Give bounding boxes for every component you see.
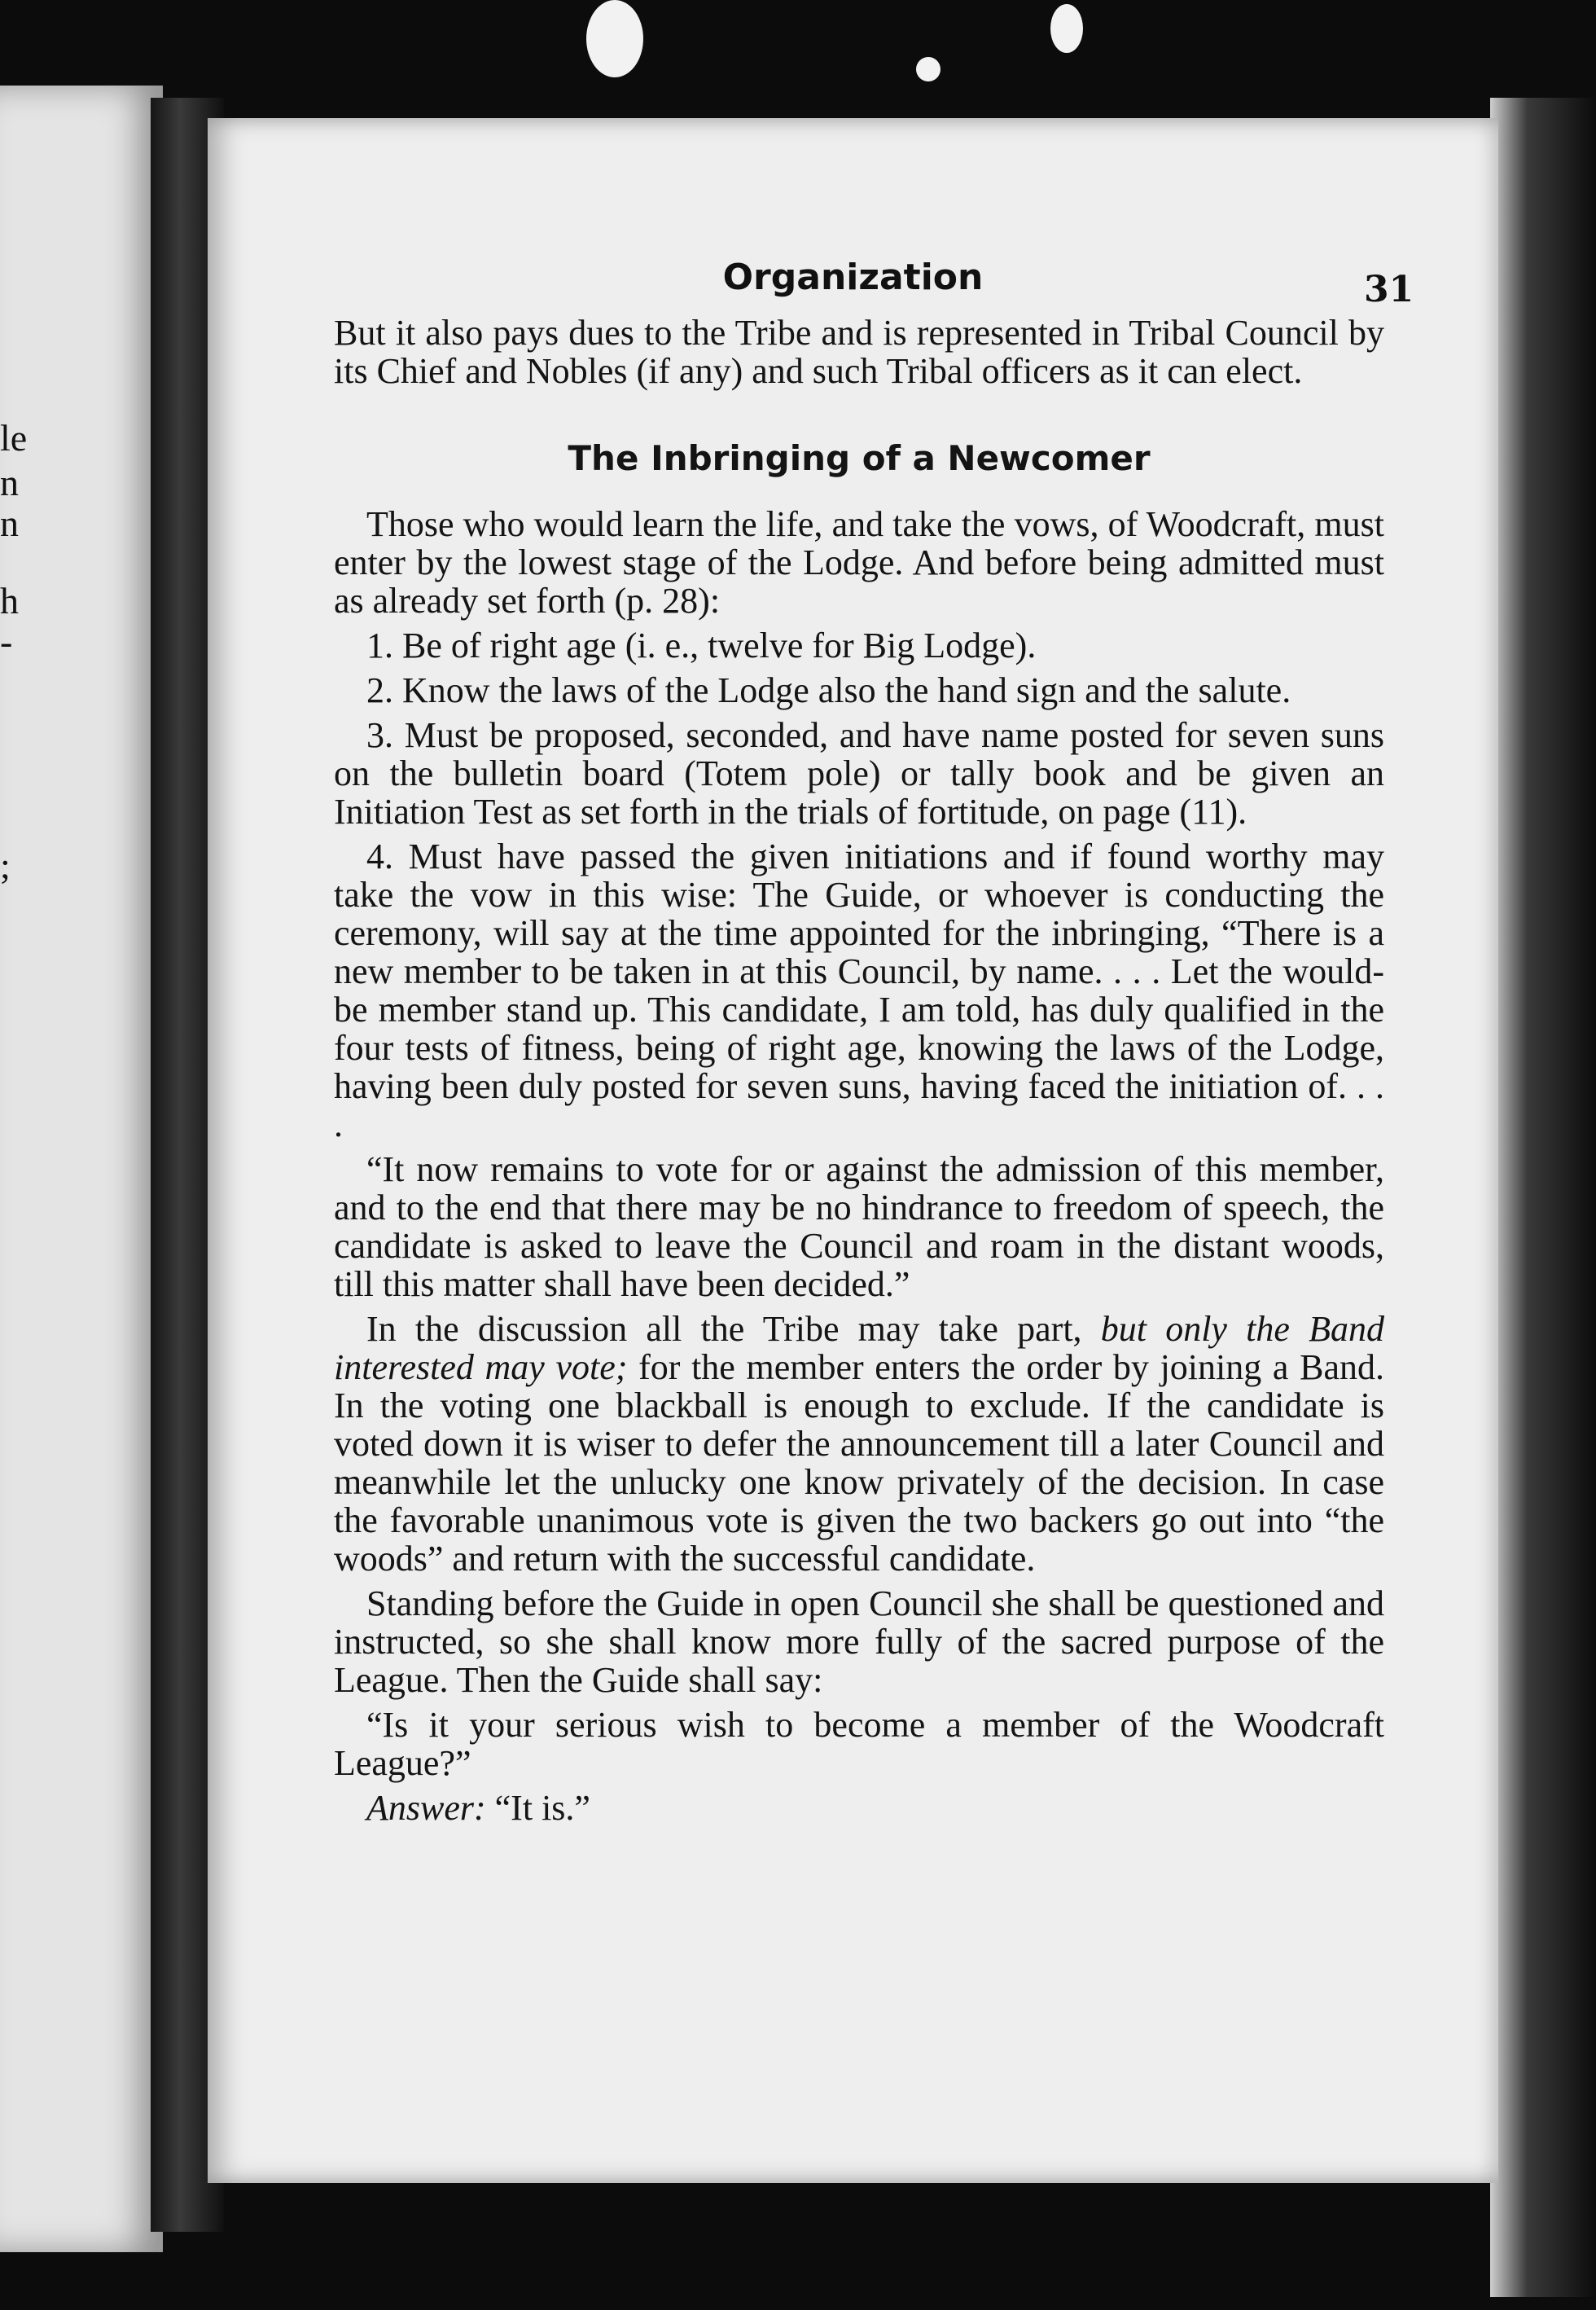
italic-text: but only the Band interested may vote;: [334, 1309, 1385, 1387]
paragraph: But it also pays dues to the Tribe and is represented in Tribal Council by its Chief and Nobles (if any) and such Tribal officers as it can elect.: [334, 313, 1384, 391]
answer-label: Answer:: [366, 1788, 486, 1828]
list-item: 2. Know the laws of the Lodge also the hand sign and the salute.: [366, 670, 1291, 710]
list-item: 3. Must be proposed, seconded, and have name posted for seven suns on the bulletin board (Totem pole) or tally book and be given an Initiation Test as set forth in the trials of fortitude, on page (11).: [334, 715, 1384, 832]
body-text: [334, 314, 1384, 1834]
paragraph: [334, 1310, 1384, 1578]
running-head: Organization: [722, 257, 984, 298]
text-run: In the discussion all the Tribe may take part,: [366, 1309, 1101, 1349]
left-page-fragment: n: [0, 462, 19, 503]
scan-artifact: [586, 0, 643, 77]
paragraph: Those who would learn the life, and take the vows, of Woodcraft, must enter by the lowest stage of the Lodge. And before being admitted must as already set forth (p. 28):: [334, 504, 1384, 621]
scan-artifact: [916, 57, 940, 81]
book-page: [208, 118, 1498, 2183]
section-heading: The Inbringing of a Newcomer: [568, 438, 1151, 478]
list-item: 4. Must have passed the given initiations and if found worthy may take the vow in this wise: The Guide, or whoever is conducting the ceremony, will say at the time appointed for the inbringing, “There is a new member to be taken in at this Council, by name. . . . Let the would-be member stand up. This candidate, I am told, has duly qualified in the four tests of fitness, being of right age, knowing the laws of the Lodge, having been duly posted for seven suns, having faced the initiation of. . . .: [334, 837, 1384, 1144]
paragraph: “It now remains to vote for or against the admission of this member, and to the end that there may be no hindrance to freedom of speech, the candidate is asked to leave the Council and roam in the distant woods, till this matter shall have been decided.”: [334, 1149, 1384, 1304]
list-item: 1. Be of right age (i. e., twelve for Big Lodge).: [366, 626, 1037, 665]
facing-page: [0, 86, 163, 2252]
answer-text: “It is.”: [485, 1788, 590, 1828]
quoted-question: “Is it your serious wish to become a member of the Woodcraft League?”: [334, 1705, 1384, 1783]
answer-line: [334, 1789, 1384, 1827]
left-page-fragment: n: [0, 503, 19, 544]
left-page-fragment: le: [0, 417, 28, 459]
scan-artifact: [1050, 4, 1083, 53]
page-number: 31: [1364, 269, 1414, 310]
left-page-fragment: h: [0, 580, 19, 621]
page-edge: [1490, 98, 1596, 2297]
paragraph: Standing before the Guide in open Council she shall be questioned and instructed, so she shall know more fully of the sacred purpose of the League. Then the Guide shall say:: [334, 1583, 1384, 1700]
left-page-fragment: -: [0, 621, 13, 662]
text-run: for the member enters the order by joining a Band. In the voting one blackball is enough to exclude. If the candidate is voted down it is wiser to defer the announcement till a later Council and meanwhile let the unlucky one know privately of the decision. In case the favorable unanimous vote is given the two backers go out into “the woods” and return with the successful candidate.: [334, 1347, 1384, 1579]
left-page-fragment: ;: [0, 845, 11, 886]
